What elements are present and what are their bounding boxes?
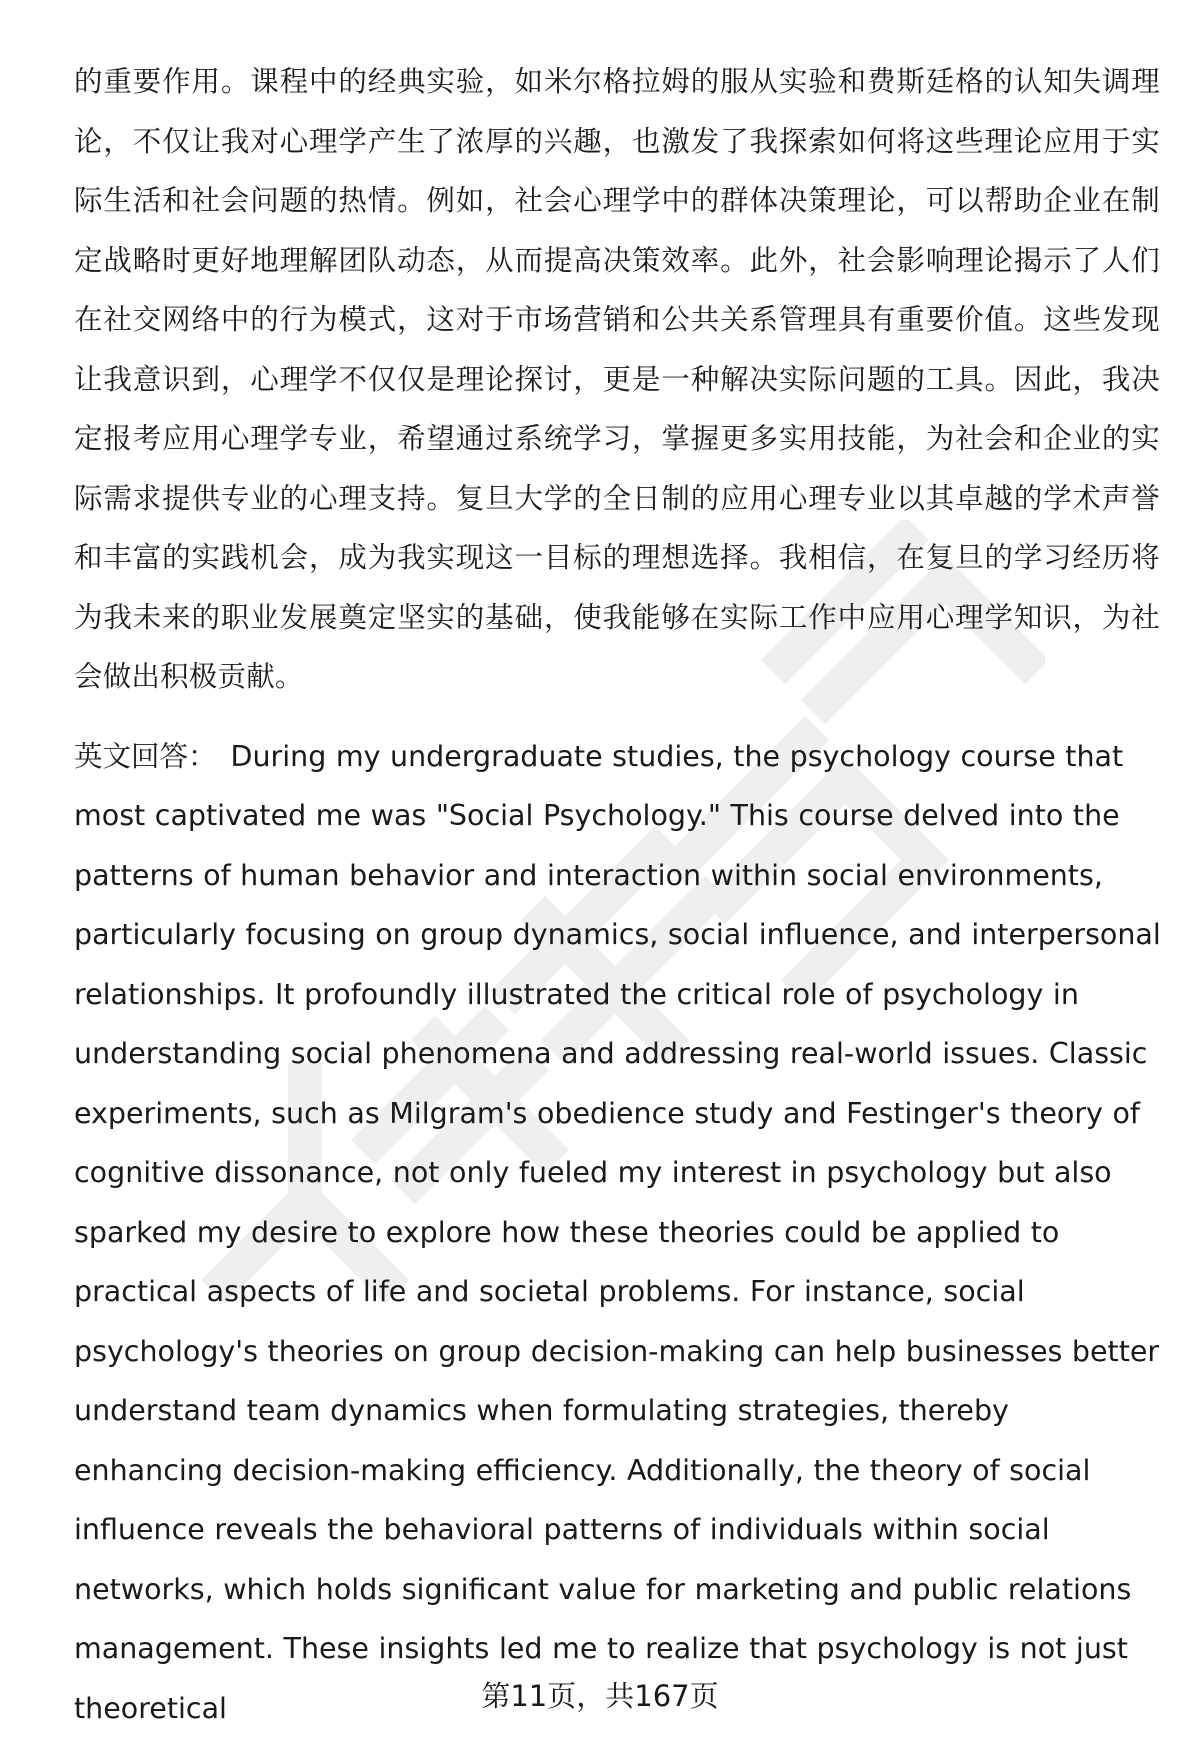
page-number-footer: 第11页，共167页	[481, 1679, 719, 1713]
english-answer	[74, 727, 1164, 1739]
english-answer-label: 英文回答：	[74, 739, 217, 773]
chinese-paragraph: 的重要作用。课程中的经典实验，如米尔格拉姆的服从实验和费斯廷格的认知失调理论，不仅让我对心理学产生了浓厚的兴趣，也激发了我探索如何将这些理论应用于实际生活和社会问题的热情。例如，社会心理学中的群体决策理论，可以帮助企业在制定战略时更好地理解团队动态，从而提高决策效率。此外，社会影响理论揭示了人们在社交网络中的行为模式，这对于市场营销和公共关系管理具有重要价值。这些发现让我意识到，心理学不仅仅是理论探讨，更是一种解决实际问题的工具。因此，我决定报考应用心理学专业，希望通过系统学习，掌握更多实用技能，为社会和企业的实际需求提供专业的心理支持。复旦大学的全日制的应用心理专业以其卓越的学术声誉和丰富的实践机会，成为我实现这一目标的理想选择。我相信，在复旦的学习经历将为我未来的职业发展奠定坚实的基础，使我能够在实际工作中应用心理学知识，为社会做出积极贡献。	[74, 65, 1160, 693]
english-paragraph: During my undergraduate studies, the psychology course that most captivated me was "Social Psychology." This course delved into the patterns of human behavior and interaction within social environments, particularly focusing on group dynamics, social influence, and interpersonal relationships. It profoundly illustrated the critical role of psychology in understanding social phenomena and addressing real-world issues. Classic experiments, such as Milgram's obedience study and Festinger's theory of cognitive dissonance, not only fueled my interest in psychology but also sparked my desire to explore how these theories could be applied to practical aspects of life and societal problems. For instance, social psychology's theories on group decision-making can help businesses better understand team dynamics when formulating strategies, thereby enhancing decision-making efficiency. Additionally, the theory of social influence reveals the behavioral patterns of individuals within social networks, which holds significant value for marketing and public relations management. These insights led me to realize that psychology is not just theoretical	[74, 739, 1161, 1725]
document-body	[74, 52, 1160, 1738]
